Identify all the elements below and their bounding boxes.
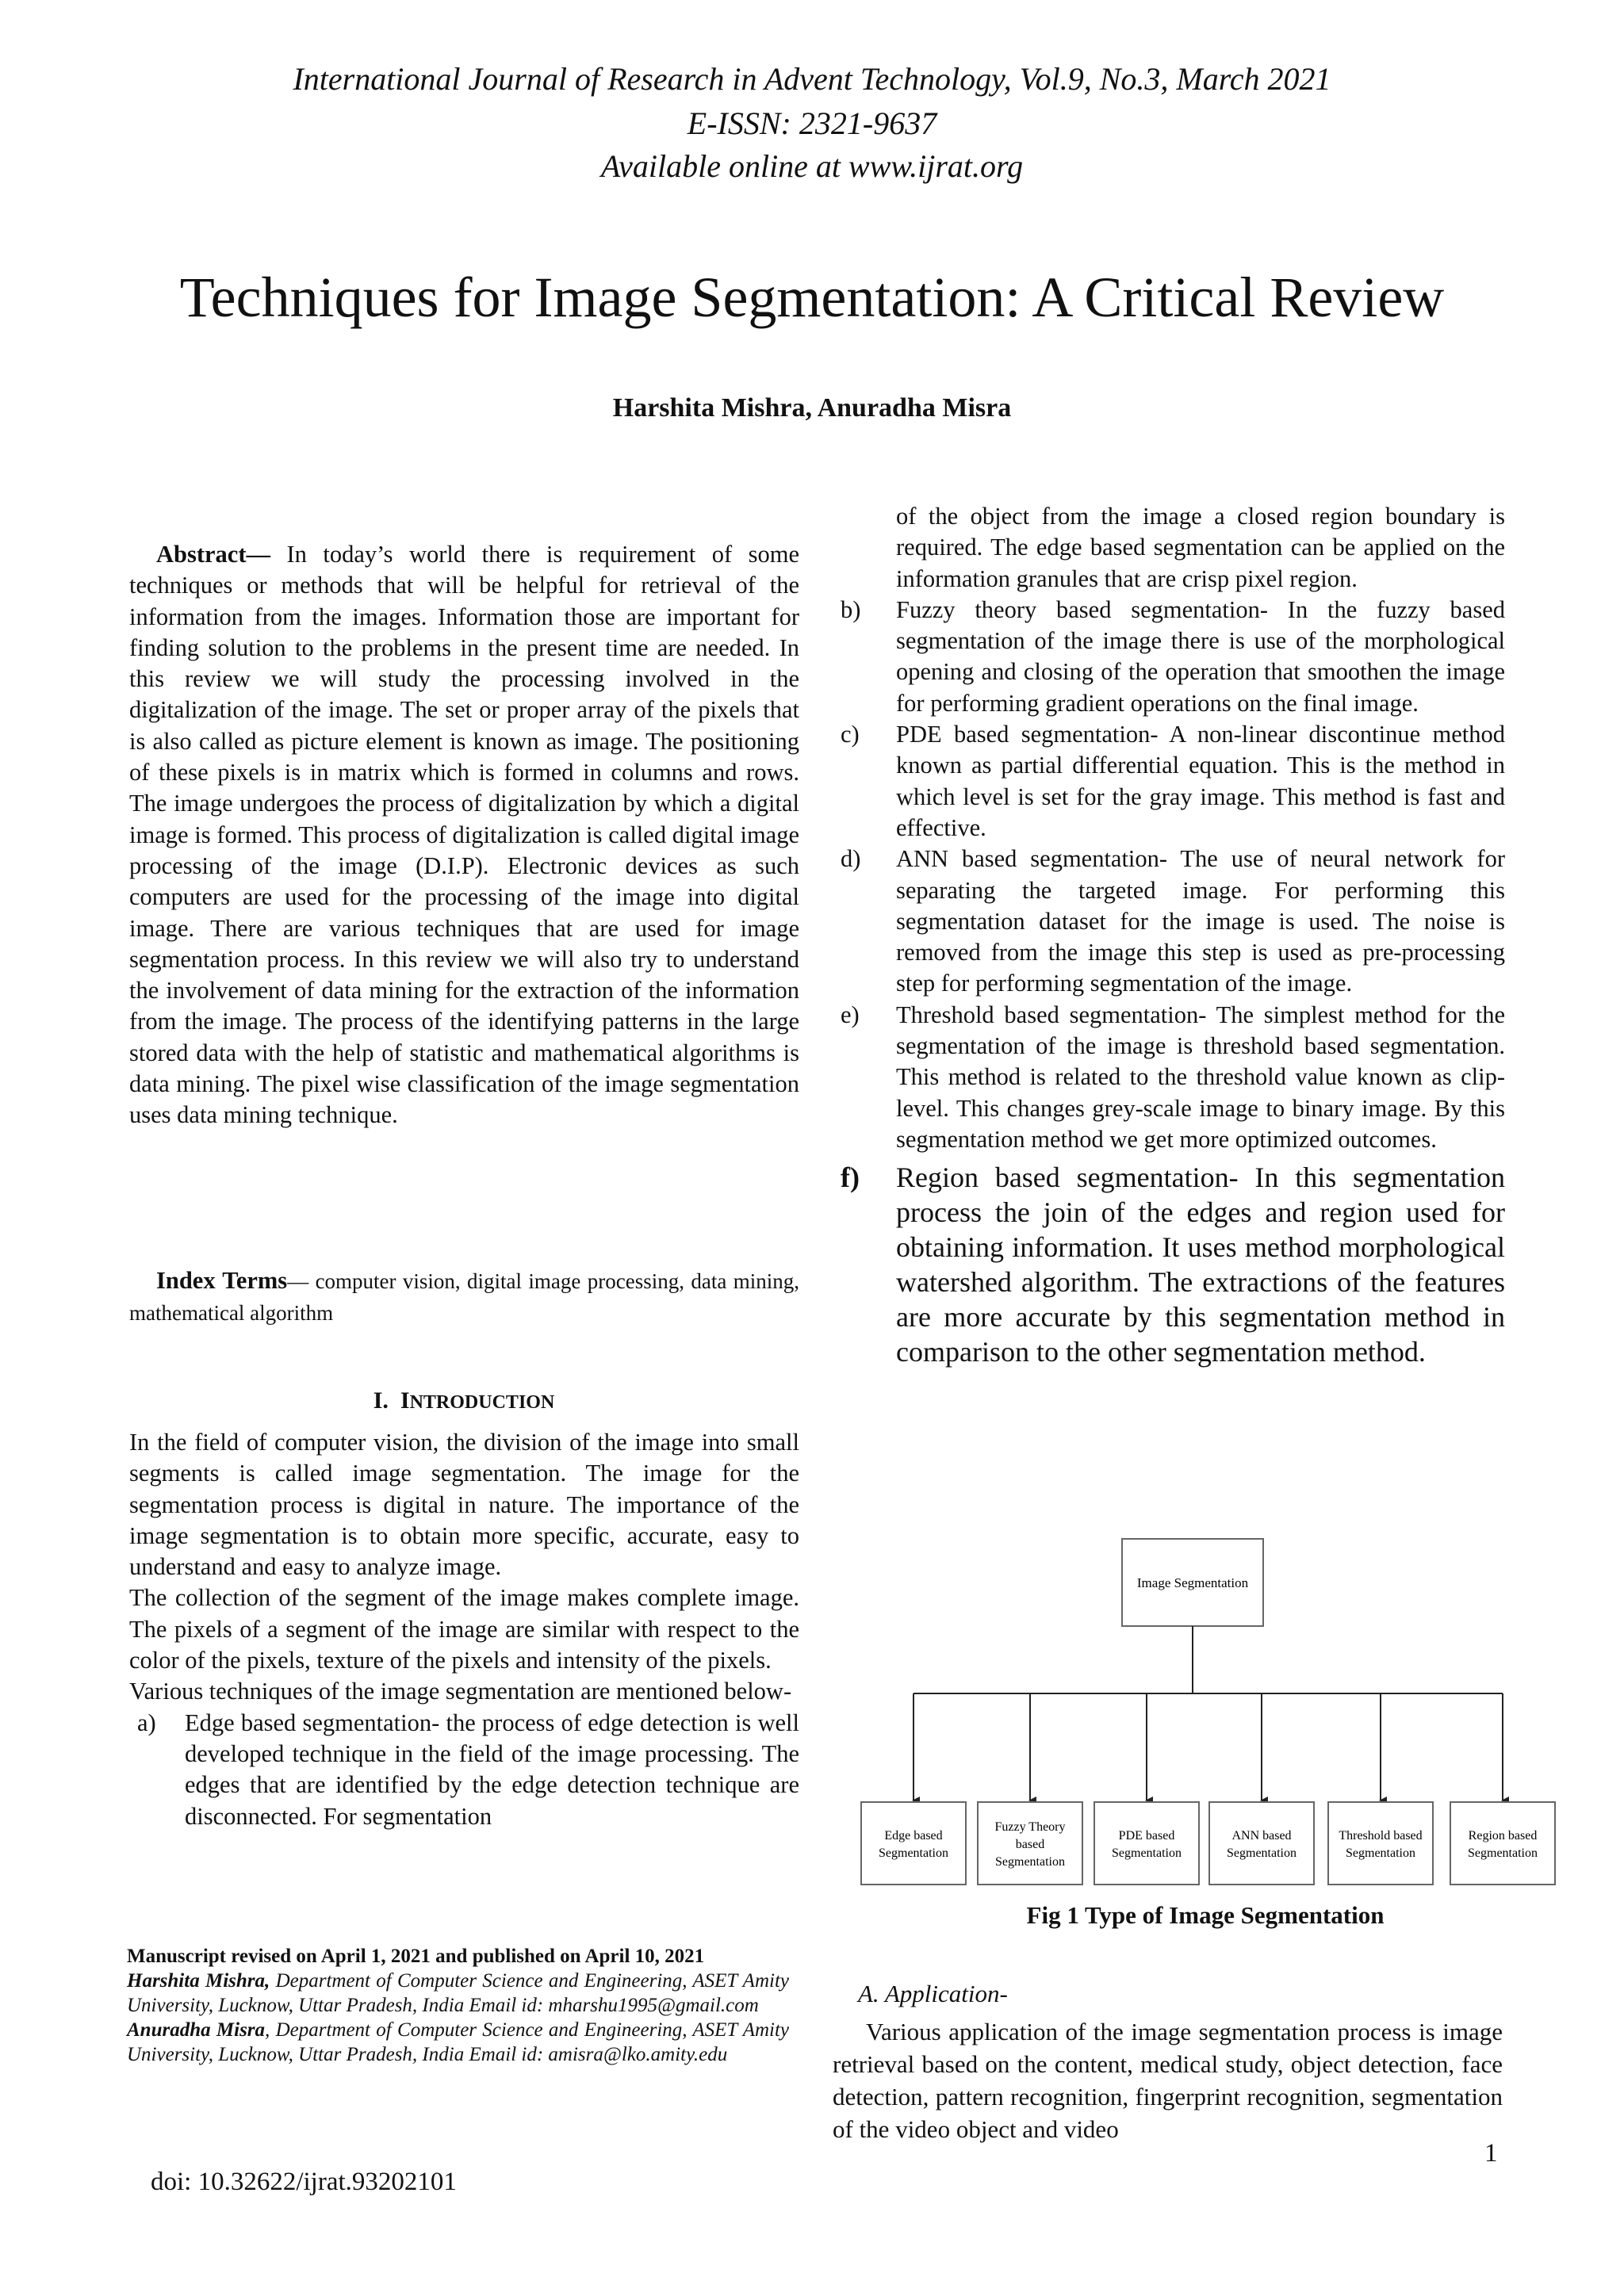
list-item-f: f) Region based segmentation- In this segmentation process the join of the edges and region used for obtaining information. It uses method morphological watershed algorithm. The extractions of the features are more accurate by this segmentation method in comparison to the other segmentation method. bbox=[841, 1161, 1505, 1368]
page-number: 1 bbox=[1484, 2139, 1498, 2168]
index-terms-label: Index Terms bbox=[156, 1267, 288, 1294]
application-paragraph: Various application of the image segmentation process is image retrieval based on the content, medical study, object detection, face detection, pattern recognition, fingerprint recognition, segmentation of the video object and video bbox=[833, 2018, 1503, 2143]
leaf-node bbox=[1450, 1802, 1555, 1885]
leaf-node-label: based bbox=[1015, 1838, 1045, 1851]
intro-paragraph: In the field of computer vision, the division of the image into small segments is called image segmentation. The image for the segmentation process is digital in nature. The importance of the image segmentation is to obtain more specific, accurate, easy to understand and easy to analyze image. bbox=[129, 1429, 799, 1581]
leaf-node bbox=[1328, 1802, 1433, 1885]
subsection-heading-application: A. Application- bbox=[858, 1980, 1008, 2007]
leaf-node-label: Region based bbox=[1468, 1829, 1538, 1843]
index-terms bbox=[129, 1265, 799, 1330]
author1-name: Harshita Mishra, bbox=[127, 1970, 270, 1992]
online-line: Available online at www.ijrat.org bbox=[600, 148, 1024, 184]
journal-header: International Journal of Research in Advent Technology, Vol.9, No.3, March 2021 bbox=[293, 61, 1331, 97]
leaf-node-label: ANN based bbox=[1231, 1829, 1292, 1843]
list-item-a: a) Edge based segmentation- the process of edge detection is well developed technique in the field of the image processing. The edges that are identified by the edge detection technique are disconnected. For segmentation bbox=[137, 1709, 799, 1830]
leaf-node bbox=[1094, 1802, 1199, 1885]
manuscript-line: Manuscript revised on April 1, 2021 and published on April 10, 2021 bbox=[127, 1946, 705, 1967]
abstract-label: Abstract— bbox=[156, 541, 270, 568]
intro-paragraph: Various techniques of the image segmentation are mentioned below- bbox=[129, 1678, 792, 1705]
leaf-node-label: PDE based bbox=[1118, 1829, 1175, 1843]
doi: doi: 10.32622/ijrat.93202101 bbox=[151, 2168, 457, 2196]
root-node-label: Image Segmentation bbox=[1136, 1575, 1249, 1590]
author1-info: Department of Computer Science and Engineering, ASET Amity University, Lucknow, Uttar Pradesh, India Email id: mharshu1995@gmail.com bbox=[127, 1970, 789, 2016]
leaf-node-label: Segmentation bbox=[995, 1855, 1065, 1869]
paper-title: Techniques for Image Segmentation: A Critical Review bbox=[179, 266, 1445, 329]
author2-info: , Department of Computer Science and Engineering, ASET Amity University, Lucknow, Uttar Pradesh, India Email id: amisra@lko.amity.edu bbox=[127, 2019, 790, 2065]
list-item-c: c) PDE based segmentation- A non-linear discontinue method known as partial differential equation. This is the method in which level is set for the gray image. This method is fast and effective. bbox=[841, 721, 1505, 841]
leaf-node-label: Segmentation bbox=[879, 1846, 948, 1860]
leaf-node bbox=[861, 1802, 966, 1885]
list-item-b: b) Fuzzy theory based segmentation- In the fuzzy based segmentation of the image there is use of the morphological opening and closing of the operation that smoothen the image for performing gradient operations on the final image. bbox=[841, 595, 1505, 717]
leaf-node-label: Segmentation bbox=[1346, 1846, 1415, 1860]
leaf-node-label: Segmentation bbox=[1468, 1846, 1538, 1860]
item-a-continuation: of the object from the image a closed region boundary is required. The edge based segmentation can be applied on the information granules that are crisp pixel region. bbox=[896, 503, 1505, 592]
leaf-node-label: Fuzzy Theory bbox=[994, 1820, 1066, 1834]
leaf-node-label: Segmentation bbox=[1227, 1846, 1297, 1860]
abstract-text: In today’s world there is requirement of some techniques or methods that will be helpful for retrieval of the information from the images. Information those are important for finding solution to the problems in the present time are needed. In this review we will study the processing involved in the digitalization of the image. The set or proper array of the pixels that is also called as picture element is known as image. The positioning of these pixels is in matrix which is formed in columns and rows. The image undergoes the process of digitalization by which a digital image is formed. This process of digitalization is called digital image processing of the image (D.I.P). Electronic devices as such computers are used for the processing of the image into digital image. There are various techniques that are used for image segmentation process. In this review we will also try to understand the involvement of data mining for the extraction of the information from the image. The process of the identifying patterns in the large stored data with the help of statistic and mathematical algorithms is data mining. The pixel wise classification of the image segmentation uses data mining technique. bbox=[129, 541, 799, 1129]
introduction bbox=[129, 1427, 799, 1832]
author2-name: Anuradha Misra bbox=[127, 2019, 266, 2041]
abstract bbox=[129, 539, 799, 1131]
index-terms-text: — computer vision, digital image processing, data mining, mathematical algorithm bbox=[129, 1269, 799, 1326]
footnote bbox=[127, 1944, 789, 2067]
authors: Harshita Mishra, Anuradha Misra bbox=[612, 393, 1012, 423]
section-heading-introduction: I. INTRODUCTION bbox=[373, 1387, 555, 1414]
intro-paragraph: The collection of the segment of the image makes complete image. The pixels of a segment of the image are similar with respect to the color of the pixels, texture of the pixels and intensity of the pixels. bbox=[129, 1584, 799, 1674]
list-item-d: d) ANN based segmentation- The use of neural network for separating the targeted image. For performing this segmentation dataset for the image is used. The noise is removed from the image this step is used as pre-processing step for performing segmentation of the image. bbox=[841, 845, 1505, 997]
leaf-node-label: Edge based bbox=[884, 1829, 943, 1843]
figure-caption: Fig 1 Type of Image Segmentation bbox=[1026, 1901, 1385, 1929]
right-column bbox=[841, 501, 1505, 1369]
issn-line: E-ISSN: 2321-9637 bbox=[687, 105, 937, 141]
segmentation-tree-diagram bbox=[860, 1538, 1558, 1887]
leaf-node-label: Segmentation bbox=[1112, 1846, 1182, 1860]
leaf-node-label: Threshold based bbox=[1339, 1829, 1423, 1843]
list-item-e: e) Threshold based segmentation- The simplest method for the segmentation of the image is threshold based segmentation. This method is related to the threshold value known as clip-level. This changes grey-scale image to binary image. By this segmentation method we get more optimized outcomes. bbox=[841, 1001, 1505, 1153]
leaf-node bbox=[1209, 1802, 1314, 1885]
